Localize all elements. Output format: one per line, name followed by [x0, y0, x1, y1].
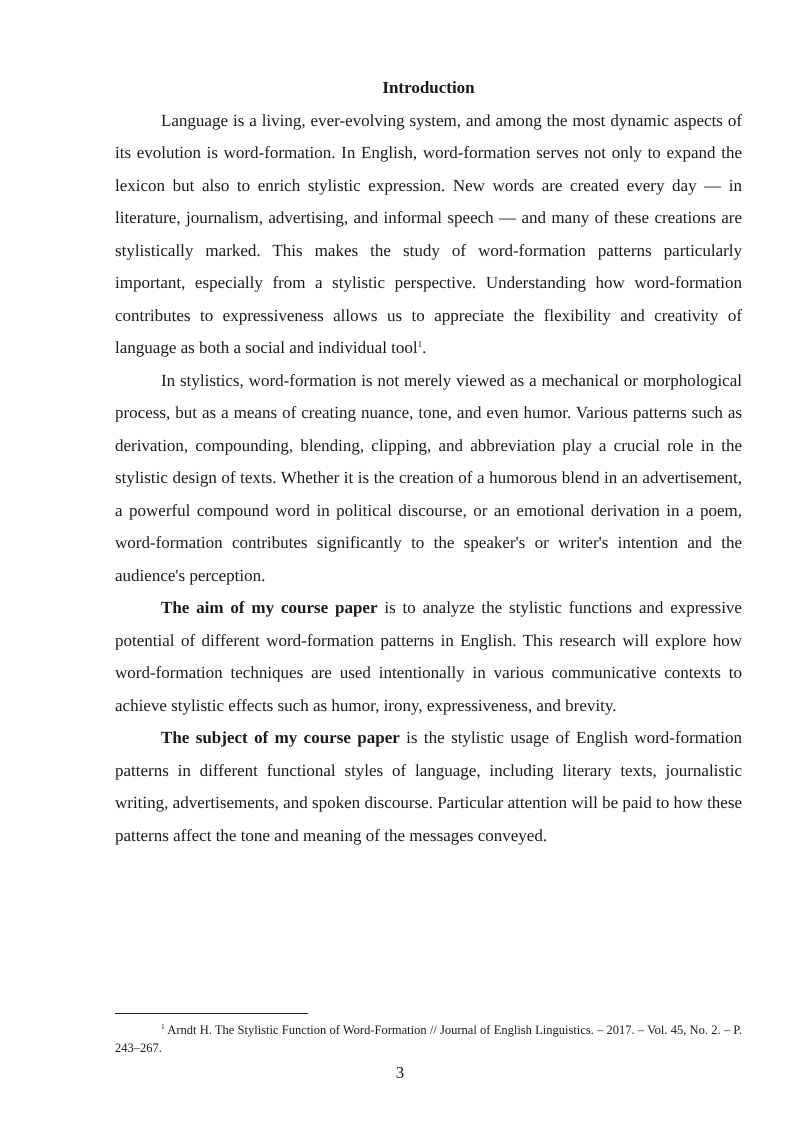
footnote: [115, 1021, 742, 1057]
paragraph-aim: [115, 592, 742, 722]
paragraph-text-end: .: [422, 338, 427, 357]
footnote-separator: [115, 1013, 308, 1014]
paragraph-text: is the stylistic usage of English word-formation patterns in different functional styles of language, including literary texts, journalistic writing, advertisements, and spoken discourse. Particular attention will be paid to how these patterns affect the tone and meaning of the messages conveyed.: [115, 728, 742, 845]
paragraph-text: is to analyze the stylistic functions and expressive potential of different word-formation patterns in English. This research will explore how word-formation techniques are used intentionally in various communicative contexts to achieve stylistic effects such as humor, irony, expressiveness, and brevity.: [115, 598, 742, 715]
page-body: [115, 72, 742, 852]
aim-lead: The aim of my course paper: [161, 598, 378, 617]
paragraph-stylistics: [115, 365, 742, 593]
page-number: 3: [395, 1063, 405, 1082]
footnote-marker: 1: [161, 1022, 165, 1031]
paragraph-text: Language is a living, ever-evolving system, and among the most dynamic aspects of its evolution is word-formation. In English, word-formation serves not only to expand the lexicon but also to enrich stylistic expression. New words are created every day — in literature, journalism, advertising, and informal speech — and many of these creations are stylistically marked. This makes the study of word-formation patterns particularly important, especially from a stylistic perspective. Understanding how word-formation contributes to expressiveness allows us to appreciate the flexibility and creativity of language as both a social and individual tool: [115, 110, 742, 357]
paragraph-subject: [115, 722, 742, 852]
page-title: Introduction: [382, 78, 475, 97]
subject-lead: The subject of my course paper: [161, 728, 400, 747]
footnote-reference[interactable]: 1: [417, 339, 423, 349]
footnote-text: Arndt H. The Stylistic Function of Word-Formation // Journal of English Linguistics. – 2017. – Vol. 45, No. 2. – P. 243–267.: [115, 1023, 742, 1055]
paragraph-intro: [115, 105, 742, 365]
paragraph-text: In stylistics, word-formation is not merely viewed as a mechanical or morphological process, but as a means of creating nuance, tone, and even humor. Various patterns such as derivation, compounding, blending, clipping, and abbreviation play a crucial role in the stylistic design of texts. Whether it is the creation of a humorous blend in an advertisement, a powerful compound word in political discourse, or an emotional derivation in a poem, word-formation contributes significantly to the speaker's or writer's intention and the audience's perception.: [115, 370, 742, 585]
